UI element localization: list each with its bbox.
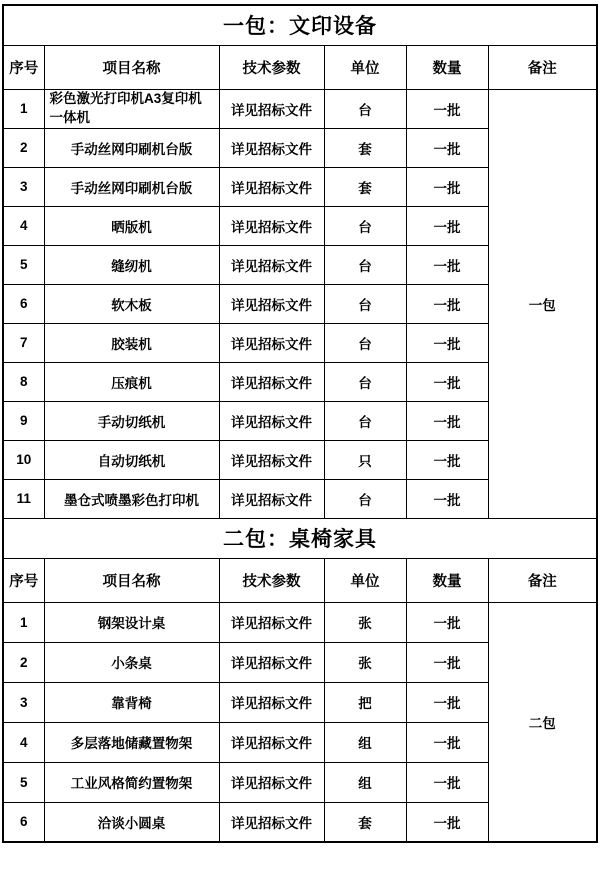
item-name-cell: 晒版机: [44, 206, 219, 245]
table-body: [3, 5, 597, 842]
quantity-cell: 一批: [406, 206, 488, 245]
tech-spec-cell: 详见招标文件: [219, 602, 324, 642]
section-title: 一包：文印设备: [3, 5, 597, 45]
unit-cell: 套: [324, 128, 406, 167]
quantity-cell: 一批: [406, 440, 488, 479]
section-title-row: [3, 518, 597, 558]
row-number-cell: 2: [3, 128, 44, 167]
column-header-row: [3, 558, 597, 602]
unit-cell: 张: [324, 602, 406, 642]
column-header: 序号: [3, 45, 44, 89]
section-title-row: [3, 5, 597, 45]
column-header: 数量: [406, 558, 488, 602]
unit-cell: 套: [324, 802, 406, 842]
column-header: 序号: [3, 558, 44, 602]
quantity-cell: 一批: [406, 401, 488, 440]
tech-spec-cell: 详见招标文件: [219, 802, 324, 842]
table-row: [3, 89, 597, 128]
column-header: 数量: [406, 45, 488, 89]
row-number-cell: 6: [3, 284, 44, 323]
unit-cell: 台: [324, 206, 406, 245]
tech-spec-cell: 详见招标文件: [219, 128, 324, 167]
tech-spec-cell: 详见招标文件: [219, 362, 324, 401]
quantity-cell: 一批: [406, 167, 488, 206]
item-name-cell: 小条桌: [44, 642, 219, 682]
column-header: 项目名称: [44, 558, 219, 602]
tech-spec-cell: 详见招标文件: [219, 762, 324, 802]
unit-cell: 台: [324, 362, 406, 401]
column-header: 单位: [324, 45, 406, 89]
quantity-cell: 一批: [406, 602, 488, 642]
row-number-cell: 5: [3, 762, 44, 802]
quantity-cell: 一批: [406, 323, 488, 362]
unit-cell: 组: [324, 762, 406, 802]
unit-cell: 台: [324, 401, 406, 440]
row-number-cell: 7: [3, 323, 44, 362]
row-number-cell: 4: [3, 722, 44, 762]
unit-cell: 台: [324, 245, 406, 284]
tech-spec-cell: 详见招标文件: [219, 479, 324, 518]
item-name-cell: 缝纫机: [44, 245, 219, 284]
quantity-cell: 一批: [406, 802, 488, 842]
row-number-cell: 10: [3, 440, 44, 479]
tech-spec-cell: 详见招标文件: [219, 401, 324, 440]
row-number-cell: 1: [3, 89, 44, 128]
column-header: 项目名称: [44, 45, 219, 89]
quantity-cell: 一批: [406, 284, 488, 323]
quantity-cell: 一批: [406, 722, 488, 762]
tech-spec-cell: 详见招标文件: [219, 206, 324, 245]
column-header: 备注: [488, 45, 597, 89]
item-name-cell: 压痕机: [44, 362, 219, 401]
item-name-cell: 手动切纸机: [44, 401, 219, 440]
item-name-cell: 多层落地储藏置物架: [44, 722, 219, 762]
unit-cell: 台: [324, 323, 406, 362]
quantity-cell: 一批: [406, 762, 488, 802]
quantity-cell: 一批: [406, 245, 488, 284]
tech-spec-cell: 详见招标文件: [219, 642, 324, 682]
column-header: 技术参数: [219, 558, 324, 602]
remark-merged-cell: 一包: [488, 89, 597, 518]
item-name-cell: 钢架设计桌: [44, 602, 219, 642]
item-name-cell: 自动切纸机: [44, 440, 219, 479]
row-number-cell: 8: [3, 362, 44, 401]
unit-cell: 张: [324, 642, 406, 682]
row-number-cell: 11: [3, 479, 44, 518]
unit-cell: 只: [324, 440, 406, 479]
row-number-cell: 1: [3, 602, 44, 642]
tech-spec-cell: 详见招标文件: [219, 167, 324, 206]
row-number-cell: 3: [3, 167, 44, 206]
row-number-cell: 3: [3, 682, 44, 722]
item-name-cell: 彩色激光打印机A3复印机一体机: [44, 89, 219, 128]
column-header: 备注: [488, 558, 597, 602]
quantity-cell: 一批: [406, 642, 488, 682]
unit-cell: 台: [324, 284, 406, 323]
column-header-row: [3, 45, 597, 89]
quantity-cell: 一批: [406, 89, 488, 128]
item-name-cell: 手动丝网印刷机台版: [44, 167, 219, 206]
section-title: 二包：桌椅家具: [3, 518, 597, 558]
unit-cell: 台: [324, 89, 406, 128]
row-number-cell: 2: [3, 642, 44, 682]
item-name-cell: 手动丝网印刷机台版: [44, 128, 219, 167]
quantity-cell: 一批: [406, 362, 488, 401]
tech-spec-cell: 详见招标文件: [219, 440, 324, 479]
tech-spec-cell: 详见招标文件: [219, 245, 324, 284]
unit-cell: 组: [324, 722, 406, 762]
row-number-cell: 6: [3, 802, 44, 842]
quantity-cell: 一批: [406, 128, 488, 167]
row-number-cell: 4: [3, 206, 44, 245]
unit-cell: 台: [324, 479, 406, 518]
tech-spec-cell: 详见招标文件: [219, 722, 324, 762]
quantity-cell: 一批: [406, 479, 488, 518]
tech-spec-cell: 详见招标文件: [219, 89, 324, 128]
item-name-cell: 靠背椅: [44, 682, 219, 722]
row-number-cell: 5: [3, 245, 44, 284]
column-header: 技术参数: [219, 45, 324, 89]
unit-cell: 套: [324, 167, 406, 206]
remark-merged-cell: 二包: [488, 602, 597, 842]
tech-spec-cell: 详见招标文件: [219, 284, 324, 323]
document-page: [0, 4, 600, 879]
item-name-cell: 墨仓式喷墨彩色打印机: [44, 479, 219, 518]
item-name-cell: 洽谈小圆桌: [44, 802, 219, 842]
quantity-cell: 一批: [406, 682, 488, 722]
tech-spec-cell: 详见招标文件: [219, 682, 324, 722]
column-header: 单位: [324, 558, 406, 602]
item-name-cell: 胶装机: [44, 323, 219, 362]
tech-spec-cell: 详见招标文件: [219, 323, 324, 362]
row-number-cell: 9: [3, 401, 44, 440]
table-row: [3, 602, 597, 642]
procurement-items-table: [2, 4, 598, 843]
unit-cell: 把: [324, 682, 406, 722]
item-name-cell: 软木板: [44, 284, 219, 323]
item-name-cell: 工业风格简约置物架: [44, 762, 219, 802]
